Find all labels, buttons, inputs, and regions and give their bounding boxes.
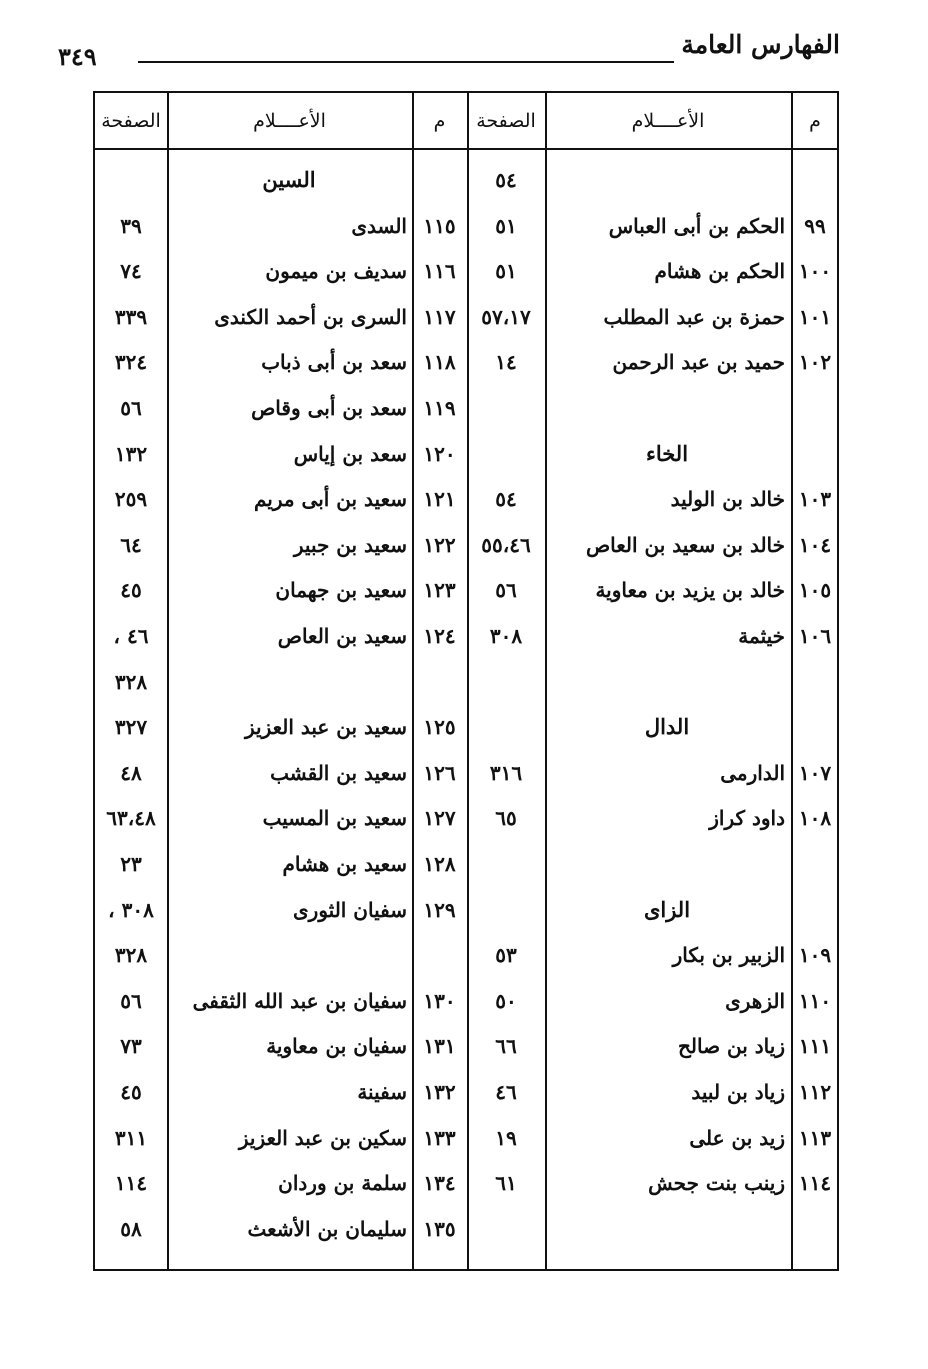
page-reference: ١٩ — [495, 1125, 517, 1150]
left-index-row — [95, 298, 837, 336]
person-name: السدى — [351, 213, 407, 238]
left-index-row — [95, 617, 837, 655]
person-name: سعد بن أبى وقاص — [251, 396, 407, 420]
entry-number: ١١٥ — [423, 213, 456, 238]
left-index-row — [95, 1073, 837, 1111]
page-reference: ٣١٦ — [489, 760, 523, 785]
page-reference: ٥٨ — [120, 1216, 142, 1241]
left-index-row — [95, 1164, 837, 1202]
entry-number: ١١٠ — [798, 988, 832, 1013]
entry-number: ١٠٧ — [798, 760, 832, 785]
left-index-row — [95, 161, 837, 199]
page-reference: ١٣٢ — [114, 441, 148, 466]
person-name: السرى بن أحمد الكندى — [214, 304, 407, 329]
person-name: سديف بن ميمون — [265, 259, 407, 284]
page-reference: ٥١ — [495, 213, 517, 238]
right-name-header: الأعــــلام — [631, 110, 705, 132]
person-name: سعيد بن هشام — [282, 852, 407, 876]
page-reference: ٣٩ — [120, 213, 142, 238]
person-name: زياد بن صالح — [677, 1034, 785, 1059]
page-reference: ٥٤ — [495, 487, 517, 512]
left-index-row — [95, 526, 837, 564]
left-index-row — [95, 435, 837, 473]
page-reference: ٥١ — [495, 259, 517, 284]
left-index-row — [95, 799, 837, 837]
right-page-header: الصفحة — [476, 110, 536, 132]
page-reference: ٦٤ — [120, 532, 142, 557]
entry-number: ١٢٢ — [423, 532, 456, 557]
person-name: خالد بن سعيد بن العاص — [586, 532, 785, 557]
person-name: الدارمى — [720, 760, 785, 785]
left-page-header: الصفحة — [101, 110, 161, 132]
person-name: سعيد بن جهمان — [275, 578, 407, 603]
person-name: سعيد بن جبير — [293, 532, 407, 557]
page-reference: ٦٣،٤٨ — [106, 806, 156, 831]
left-index-row — [95, 480, 837, 518]
person-name: سعيد بن عبد العزيز — [244, 715, 407, 740]
page-reference: ٥٣ — [495, 943, 517, 968]
left-index-row — [95, 389, 837, 427]
page-reference: ٣٠٨ — [489, 624, 523, 648]
page-reference: ٥٠ — [495, 988, 517, 1013]
section-letter-heading: الزاى — [643, 896, 691, 922]
left-index-row — [95, 1119, 837, 1157]
entry-number: ١٢٨ — [423, 852, 456, 876]
page-reference: ٥٥،٤٦ — [481, 532, 531, 557]
header-rule — [138, 61, 674, 63]
person-name: سلمة بن وردان — [278, 1171, 407, 1196]
page-reference: ٥٤ — [495, 168, 517, 192]
person-name: الحكم بن هشام — [654, 259, 785, 284]
left-name-header: الأعــــلام — [253, 110, 326, 132]
entry-number: ١١٩ — [423, 396, 456, 420]
person-name: حمزة بن عبد المطلب — [603, 304, 785, 329]
page-reference: ٦١ — [495, 1171, 517, 1196]
page-reference: ٣٢٨ — [114, 669, 148, 694]
page-reference: ٤٥ — [120, 1080, 142, 1104]
person-name: سكين بن عبد العزيز — [238, 1125, 407, 1150]
entry-number: ١٢٦ — [423, 760, 456, 785]
entry-number: ١٣٠ — [423, 988, 456, 1013]
left-index-row — [95, 891, 837, 929]
entry-number: ١٣١ — [423, 1034, 456, 1059]
entry-number: ١١٨ — [423, 350, 456, 375]
entry-number: ١٢٩ — [423, 897, 456, 922]
person-name: سعيد بن المسيب — [262, 806, 407, 831]
page-reference: ٤٥ — [120, 578, 142, 603]
entry-number: ١١٣ — [798, 1125, 832, 1150]
person-name: سعد بن أبى ذباب — [261, 350, 407, 375]
entry-number: ٩٩ — [804, 213, 826, 238]
page-reference: ١٤ — [495, 350, 517, 375]
person-name: خالد بن يزيد بن معاوية — [595, 578, 785, 603]
section-letter-heading: السين — [262, 167, 316, 192]
entry-number: ١٢١ — [423, 487, 456, 512]
left-index-row — [95, 207, 837, 245]
entry-number: ١٠٤ — [798, 532, 832, 557]
entry-number: ١٢٥ — [423, 715, 456, 740]
left-index-row — [95, 571, 837, 609]
section-letter-heading: الدال — [644, 714, 690, 740]
person-name: سفيان الثورى — [293, 897, 407, 922]
page-reference: ٤٦ — [495, 1080, 517, 1104]
person-name: زيد بن على — [689, 1125, 785, 1150]
left-index-row — [95, 343, 837, 381]
page-reference: ١١٤ — [114, 1171, 148, 1196]
person-name: خالد بن الوليد — [670, 487, 785, 512]
page-reference: ٦٦ — [495, 1034, 517, 1059]
left-index-row — [95, 845, 837, 883]
page-reference — [95, 161, 167, 199]
person-name: سفيان بن عبد الله الثقفى — [192, 988, 407, 1013]
page-header-title: الفهارس العامة — [681, 30, 840, 59]
person-name: خيثمة — [738, 624, 785, 648]
left-index-row — [95, 708, 837, 746]
person-name: الزبير بن بكار — [672, 943, 785, 968]
page-reference: ٥٦ — [120, 396, 142, 420]
page-reference: ٧٤ — [120, 259, 142, 284]
page-reference: ٣٠٨ ، — [108, 897, 154, 922]
page-reference: ٢٣ — [120, 852, 142, 876]
entry-number: ١١٦ — [423, 259, 456, 284]
left-num-header: م — [433, 110, 446, 132]
entry-number: ١١١ — [798, 1034, 832, 1059]
person-name — [171, 663, 407, 701]
entry-number: ١٠٦ — [798, 624, 832, 648]
person-name: سعيد بن أبى مريم — [253, 487, 407, 512]
section-letter-heading: الخاء — [645, 440, 689, 466]
entry-number: ١٣٥ — [423, 1216, 456, 1241]
entry-number: ١٣٢ — [423, 1080, 456, 1104]
page-reference: ٣١١ — [114, 1125, 148, 1150]
left-index-row — [95, 754, 837, 792]
entry-number — [412, 936, 467, 974]
person-name: زياد بن لبيد — [691, 1080, 785, 1104]
entry-number — [412, 161, 467, 199]
page-reference: ٣٢٧ — [114, 715, 148, 740]
entry-number: ١٠٣ — [798, 487, 832, 512]
person-name: سفيان بن معاوية — [266, 1034, 407, 1059]
page-number: ٣٤٩ — [58, 42, 97, 71]
page-reference: ٣٣٩ — [114, 304, 148, 329]
person-name: سفينة — [357, 1080, 407, 1104]
index-table — [93, 91, 839, 1271]
page-reference: ٢٥٩ — [114, 487, 148, 512]
person-name — [171, 936, 407, 974]
page-reference: ٥٧،١٧ — [481, 304, 531, 329]
entry-number: ١٣٣ — [423, 1125, 456, 1150]
page-reference: ٣٢٨ — [114, 943, 148, 968]
left-index-row — [95, 982, 837, 1020]
entry-number: ١٢٠ — [423, 441, 456, 466]
header-separator — [95, 148, 837, 150]
entry-number: ١٢٣ — [423, 578, 456, 603]
left-index-row — [95, 936, 837, 974]
person-name: الحكم بن أبى العباس — [608, 213, 785, 238]
entry-number — [412, 663, 467, 701]
person-name: سعيد بن العاص — [277, 624, 407, 648]
person-name: الزهرى — [725, 988, 785, 1013]
left-index-row — [95, 663, 837, 701]
page-reference: ٦٥ — [495, 806, 517, 831]
entry-number: ١٠١ — [798, 304, 832, 329]
entry-number: ١٠٠ — [798, 259, 832, 284]
page-reference: ٥٦ — [495, 578, 517, 603]
left-index-row — [95, 1210, 837, 1248]
person-name: زينب بنت جحش — [648, 1171, 785, 1196]
page-reference: ٧٣ — [120, 1034, 142, 1059]
person-name: سعد بن إياس — [293, 441, 407, 466]
entry-number: ١١٢ — [798, 1080, 832, 1104]
entry-number: ١٠٨ — [798, 806, 832, 831]
left-index-row — [95, 252, 837, 290]
entry-number: ١٠٥ — [798, 578, 832, 603]
entry-number: ١١٧ — [423, 304, 456, 329]
right-num-header: م — [809, 110, 821, 132]
entry-number: ١٢٤ — [423, 624, 456, 648]
person-name: سليمان بن الأشعث — [247, 1216, 407, 1241]
page-reference: ٥٦ — [120, 988, 142, 1013]
entry-number: ١١٤ — [798, 1171, 832, 1196]
entry-number: ١٠٢ — [798, 350, 832, 375]
entry-number: ١٢٧ — [423, 806, 456, 831]
entry-number: ١٣٤ — [423, 1171, 456, 1196]
page-reference: ٣٢٤ — [114, 350, 148, 375]
person-name: حميد بن عبد الرحمن — [612, 350, 785, 375]
page-reference: ٤٦ ، — [113, 624, 149, 648]
person-name: داود كراز — [709, 806, 785, 831]
page-reference: ٤٨ — [120, 760, 142, 785]
person-name: سعيد بن القشب — [270, 760, 407, 785]
left-index-row — [95, 1027, 837, 1065]
entry-number: ١٠٩ — [798, 943, 832, 968]
